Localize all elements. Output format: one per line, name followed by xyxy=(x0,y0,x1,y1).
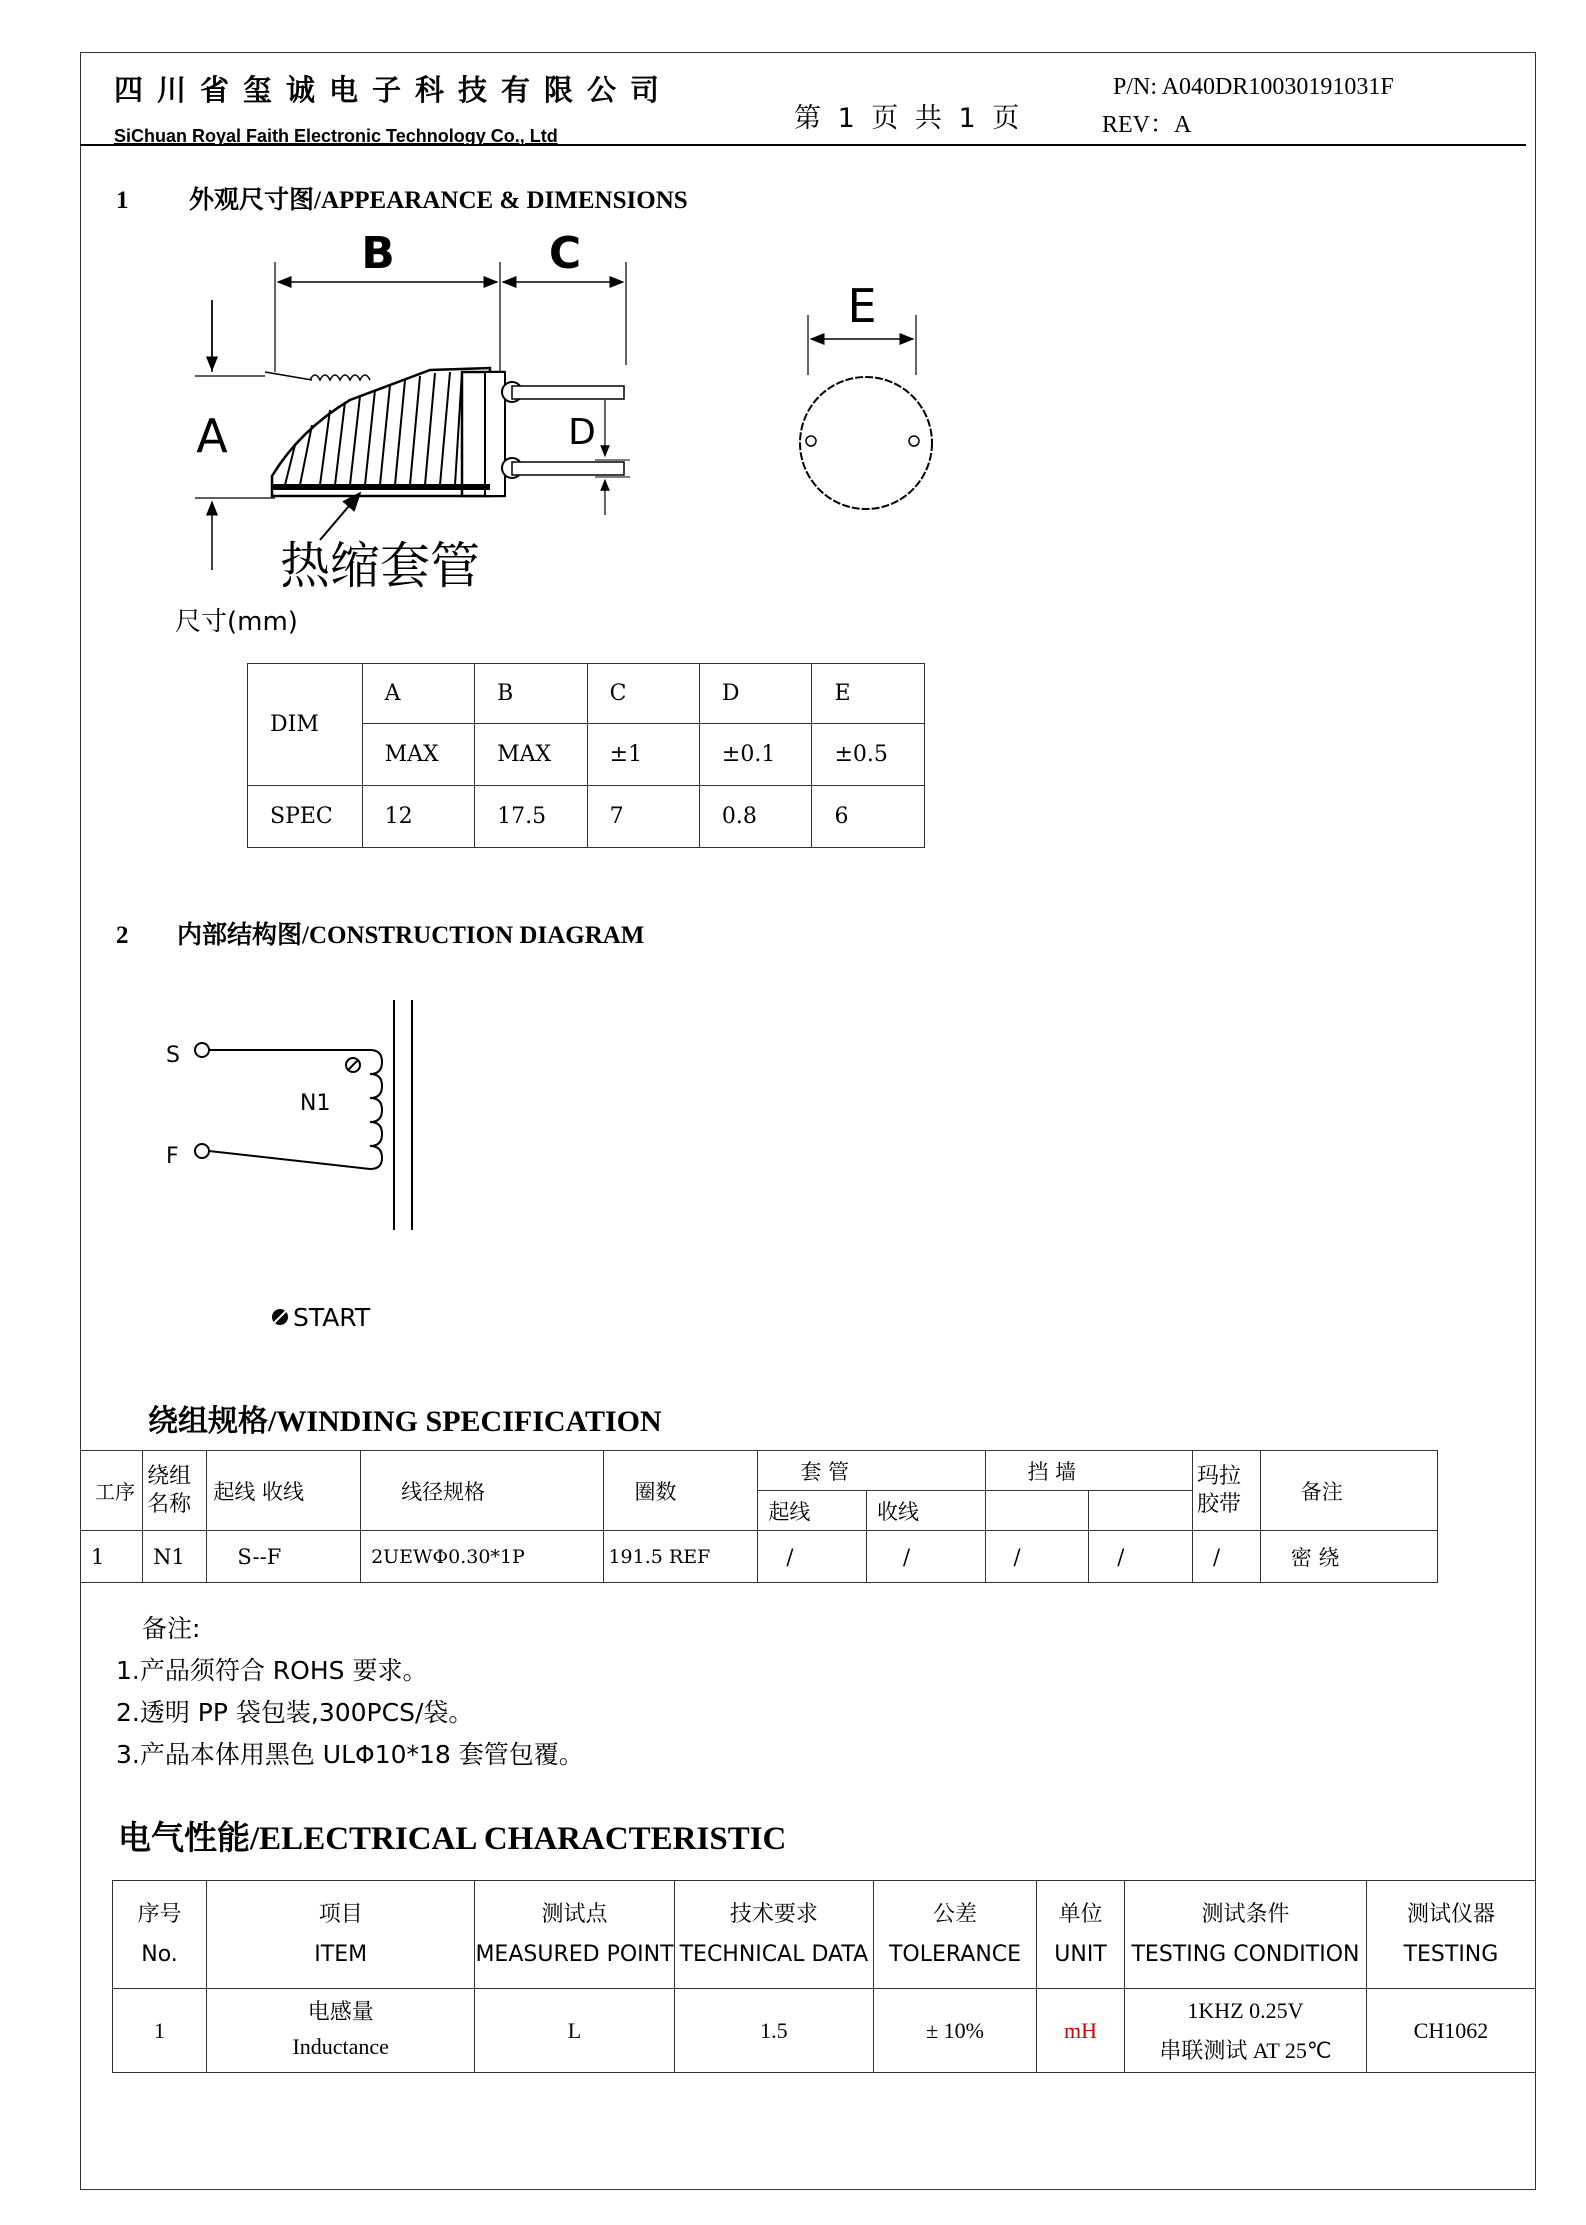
electrical-title xyxy=(118,1812,786,1859)
label-a: A xyxy=(196,409,228,463)
elec-h-instrument-cn: 测试仪器 xyxy=(1406,1901,1495,1927)
company-name-en: SiChuan Royal Faith Electronic Technology Co., Ltd xyxy=(114,126,558,146)
part-number: P/N: A040DR10030191031F xyxy=(1113,74,1394,100)
elec-item-en: Inductance xyxy=(292,2034,389,2059)
wind-name: N1 xyxy=(143,1531,207,1583)
section1-title-cn: 外观尺寸图 xyxy=(189,185,315,214)
elec-h-point xyxy=(475,1881,674,1989)
wind-tape: / xyxy=(1193,1531,1261,1583)
elec-h-instrument-en: TESTING xyxy=(1403,1941,1499,1967)
elec-h-point-en: MEASURED POINT xyxy=(475,1941,674,1967)
elec-condition-2: 串联测试 AT 25℃ xyxy=(1159,2037,1332,2063)
elec-h-condition-cn: 测试条件 xyxy=(1201,1901,1290,1927)
wind-h-tape: 玛拉胶带 xyxy=(1193,1451,1261,1531)
revision: REV：A xyxy=(1102,112,1192,138)
elec-h-item-en: ITEM xyxy=(314,1941,368,1967)
wind-wire: 2UEWΦ0.30*1P xyxy=(361,1531,604,1583)
elec-h-instrument xyxy=(1366,1881,1535,1989)
elec-h-tolerance-en: TOLERANCE xyxy=(888,1941,1022,1967)
winding-title-en: /WINDING SPECIFICATION xyxy=(268,1405,662,1438)
elec-h-item-cn: 项目 xyxy=(318,1901,363,1927)
elec-h-data xyxy=(674,1881,873,1989)
section2-number: 2 xyxy=(116,922,129,949)
sleeve-label: 热缩套管 xyxy=(280,537,480,595)
dim-header: DIM xyxy=(248,664,363,786)
winding-title-cn: 绕组规格 xyxy=(148,1404,268,1439)
section1-title-en: /APPEARANCE & DIMENSIONS xyxy=(314,187,688,214)
wind-wall-1: / xyxy=(985,1531,1089,1583)
elec-condition xyxy=(1125,1989,1367,2073)
elec-item-cn: 电感量 xyxy=(307,2000,374,2025)
dim-tol-a: MAX xyxy=(362,724,475,786)
wind-h-wall-2 xyxy=(1089,1491,1193,1531)
elec-h-tolerance xyxy=(874,1881,1037,1989)
elec-point: L xyxy=(475,1989,674,2073)
elec-h-condition-en: TESTING CONDITION xyxy=(1131,1941,1360,1967)
dim-spec-label: SPEC xyxy=(248,786,363,848)
note-1: 1.产品须符合 ROHS 要求。 xyxy=(116,1656,428,1685)
winding-title xyxy=(148,1396,662,1440)
dim-col-b: B xyxy=(475,664,588,724)
dim-col-d: D xyxy=(699,664,812,724)
winding-label: N1 xyxy=(300,1091,331,1116)
dim-spec-a: 12 xyxy=(362,786,475,848)
label-c: C xyxy=(548,228,582,279)
elec-h-data-cn: 技术要求 xyxy=(729,1901,818,1927)
wind-h-wall: 挡 墙 xyxy=(985,1451,1193,1491)
dim-col-e: E xyxy=(812,664,925,724)
section2-title-en: /CONSTRUCTION DIAGRAM xyxy=(302,922,645,949)
elec-h-no-en: No. xyxy=(141,1941,178,1967)
wind-h-turns: 圈数 xyxy=(604,1451,758,1531)
wind-turns: 191.5 REF xyxy=(604,1531,758,1583)
dim-spec-b: 17.5 xyxy=(475,786,588,848)
dim-col-c: C xyxy=(587,664,699,724)
elec-data: 1.5 xyxy=(674,1989,873,2073)
wind-h-name: 绕组名称 xyxy=(143,1451,207,1531)
wind-start-end: S--F xyxy=(207,1531,361,1583)
dim-tol-d: ±0.1 xyxy=(699,724,812,786)
dim-spec-e: 6 xyxy=(812,786,925,848)
wind-h-start-end: 起线 收线 xyxy=(207,1451,361,1531)
elec-h-unit-en: UNIT xyxy=(1054,1941,1107,1967)
section2-title xyxy=(116,915,644,951)
wind-step: 1 xyxy=(81,1531,143,1583)
dimension-table xyxy=(247,663,925,848)
wind-h-remark: 备注 xyxy=(1260,1451,1437,1531)
elec-h-tolerance-cn: 公差 xyxy=(933,1901,978,1927)
wind-sleeve-start: / xyxy=(758,1531,867,1583)
electrical-table xyxy=(112,1880,1536,2073)
wind-h-sleeve-start: 起线 xyxy=(758,1491,867,1531)
elec-h-data-en: TECHNICAL DATA xyxy=(679,1941,869,1967)
lead-top xyxy=(512,386,624,399)
note-2: 2.透明 PP 袋包装,300PCS/袋。 xyxy=(116,1698,474,1727)
company-name-cn: 四川省玺诚电子科技有限公司 xyxy=(114,73,674,107)
label-e: E xyxy=(847,279,877,333)
elec-tolerance: ± 10% xyxy=(874,1989,1037,2073)
electrical-title-en: /ELECTRICAL CHARACTERISTIC xyxy=(250,1821,787,1857)
lead-bottom xyxy=(512,462,624,475)
wind-h-wall-1 xyxy=(985,1491,1089,1531)
pin-s-label: S xyxy=(166,1043,180,1068)
elec-h-no-cn: 序号 xyxy=(137,1901,182,1927)
dim-tol-b: MAX xyxy=(475,724,588,786)
wind-h-sleeve-end: 收线 xyxy=(866,1491,985,1531)
elec-item xyxy=(207,1989,475,2073)
elec-no: 1 xyxy=(113,1989,207,2073)
section1-number: 1 xyxy=(116,187,129,214)
electrical-title-cn: 电气性能 xyxy=(118,1818,250,1857)
start-legend-label: START xyxy=(293,1303,371,1332)
note-3: 3.产品本体用黑色 ULΦ10*18 套管包覆。 xyxy=(116,1740,584,1769)
wind-h-wire: 线径规格 xyxy=(361,1451,604,1531)
wind-remark: 密 绕 xyxy=(1260,1531,1437,1583)
elec-h-condition xyxy=(1125,1881,1367,1989)
construction-diagram xyxy=(0,980,500,1340)
elec-instrument: CH1062 xyxy=(1366,1989,1535,2073)
dim-spec-d: 0.8 xyxy=(699,786,812,848)
elec-h-item xyxy=(207,1881,475,1989)
elec-h-point-cn: 测试点 xyxy=(541,1901,608,1927)
dim-col-a: A xyxy=(362,664,475,724)
coil-wire xyxy=(310,375,370,380)
winding-table xyxy=(80,1450,1438,1583)
unit-label: 尺寸(mm) xyxy=(175,607,298,637)
dim-spec-c: 7 xyxy=(587,786,699,848)
pin-s-terminal xyxy=(195,1043,209,1057)
end-view-circle xyxy=(800,377,932,509)
label-d: D xyxy=(568,412,596,453)
notes-title: 备注: xyxy=(142,1614,201,1643)
end-view-pin-right xyxy=(909,436,919,446)
elec-h-unit-cn: 单位 xyxy=(1058,1901,1103,1927)
wind-wall-2: / xyxy=(1089,1531,1193,1583)
label-b: B xyxy=(361,228,395,279)
section2-title-cn: 内部结构图 xyxy=(177,920,303,949)
elec-condition-1: 1KHZ 0.25V xyxy=(1187,1997,1304,2023)
wind-sleeve-end: / xyxy=(866,1531,985,1583)
pin-f-terminal xyxy=(195,1144,209,1158)
appearance-drawing xyxy=(0,0,1586,640)
wind-h-step: 工序 xyxy=(81,1451,143,1531)
wire-lead-tail xyxy=(265,372,312,380)
sleeve-pointer xyxy=(320,493,360,540)
wind-h-sleeve: 套 管 xyxy=(758,1451,985,1491)
notes xyxy=(116,1608,584,1776)
elec-unit: mH xyxy=(1037,1989,1125,2073)
dim-tol-c: ±1 xyxy=(587,724,699,786)
elec-h-unit xyxy=(1037,1881,1125,1989)
elec-h-no xyxy=(113,1881,207,1989)
end-view-pin-left xyxy=(806,436,816,446)
dim-tol-e: ±0.5 xyxy=(812,724,925,786)
page-info: 第 1 页 共 1 页 xyxy=(794,103,1024,134)
pin-f-label: F xyxy=(166,1144,179,1169)
